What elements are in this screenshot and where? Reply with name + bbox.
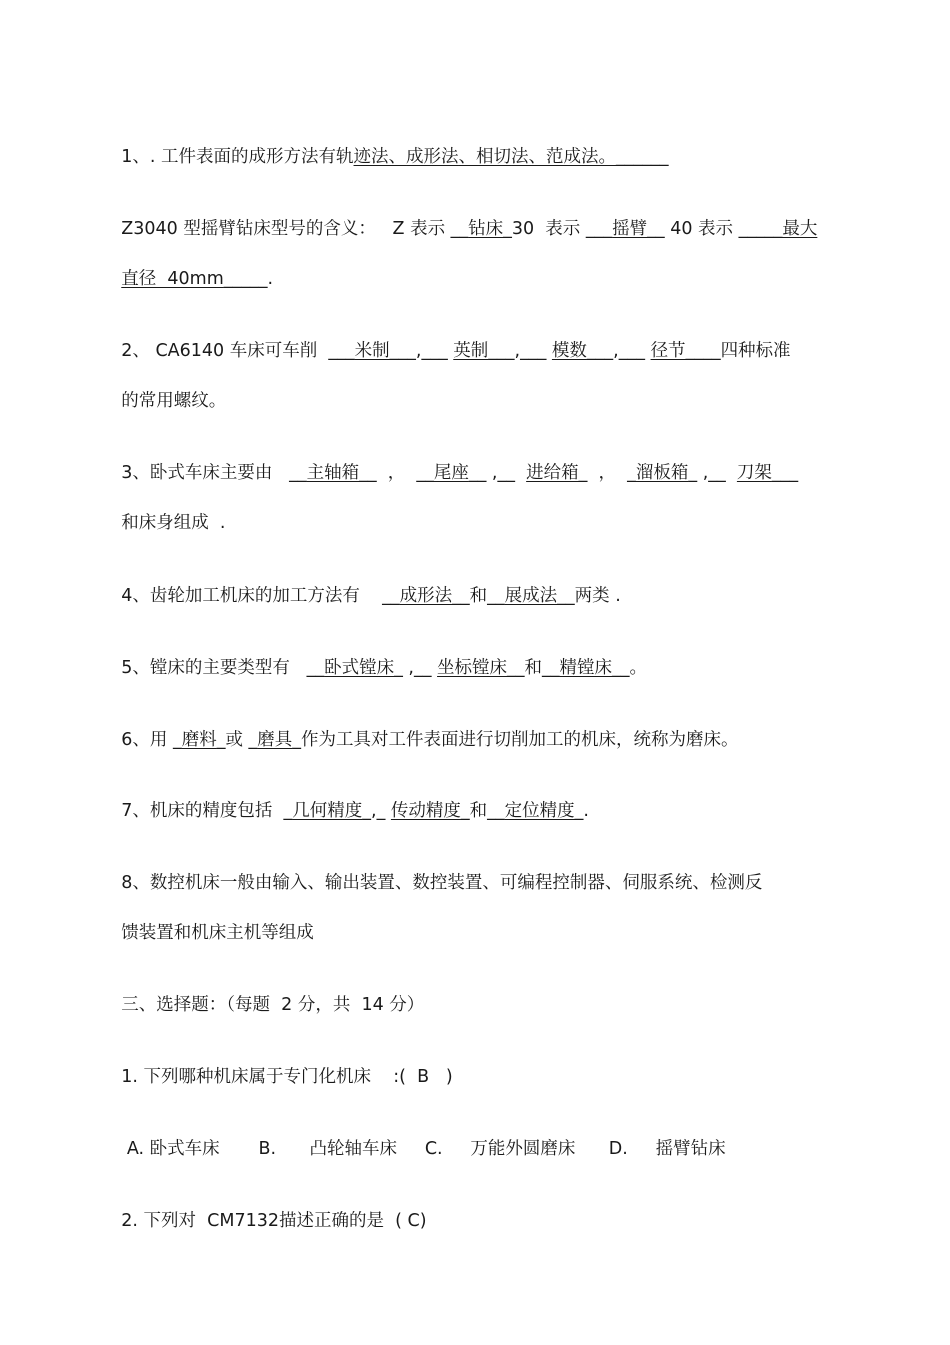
answer-blank: 摇臂 bbox=[612, 219, 648, 239]
text: 1、. 工件表面的成形方法有轨 bbox=[121, 147, 354, 167]
text: _作为工具对工件表面进行切削加工的机床，统称为磨床。 bbox=[292, 730, 739, 750]
answer-blank: 直径 40mm bbox=[121, 269, 224, 289]
answer-blank: 进给箱 bbox=[526, 463, 579, 483]
answer-blank: 几何精度 bbox=[292, 801, 363, 821]
answer-blank: 模数 bbox=[551, 341, 587, 361]
answer-blank: 、相切 bbox=[458, 147, 512, 167]
answer-blank: 磨具 bbox=[257, 730, 293, 750]
text: 5、镗床的主要类型有 __ bbox=[121, 658, 325, 678]
text: __ ， __ bbox=[359, 463, 434, 483]
text: ___,___ bbox=[586, 341, 651, 361]
answer-blank: 成形法 bbox=[399, 586, 453, 606]
z3040-meaning-cont bbox=[99, 243, 273, 315]
answer-blank: 法。______ bbox=[581, 147, 669, 167]
answer-blank: 法、范成 bbox=[511, 147, 582, 167]
text: _,_ bbox=[362, 801, 391, 821]
answer-blank: 尾座 bbox=[433, 463, 469, 483]
text: 8、数控机床一般由输入、输出装置、数控装置、可编程控制器、伺服系统、检测反 bbox=[121, 873, 763, 893]
text: _30 表示 ___ bbox=[503, 219, 613, 239]
answer-blank: 径节 bbox=[650, 341, 686, 361]
answer-blank: 卧式镗床 bbox=[324, 658, 395, 678]
text: 6、用 _ bbox=[121, 730, 182, 750]
q6-grinding bbox=[99, 704, 739, 776]
answer-blank: 展成法 bbox=[504, 586, 558, 606]
q5-boring-types bbox=[99, 632, 647, 704]
section-heading-multiple-choice bbox=[99, 969, 424, 1041]
answer-blank: 定位精度 bbox=[504, 801, 575, 821]
text: _____. bbox=[223, 269, 274, 289]
text: _或 _ bbox=[216, 730, 258, 750]
text: _ ,__ bbox=[688, 463, 737, 483]
text: 三、选择题：（每题 2 分，共 14 分） bbox=[121, 995, 425, 1015]
text: 7、机床的精度包括 _ bbox=[121, 801, 293, 821]
text: _. bbox=[574, 801, 589, 821]
answer-blank: 迹法、 bbox=[353, 147, 407, 167]
answer-blank: 精镗床 bbox=[559, 658, 613, 678]
text: 和床身组成 . bbox=[121, 513, 226, 533]
text: ____四种标准 bbox=[685, 341, 791, 361]
text: _ ， _ bbox=[578, 463, 636, 483]
text: __。 bbox=[612, 658, 648, 678]
text: 2、 CA6140 车床可车削 ___ bbox=[121, 341, 355, 361]
answer-blank: 溜板箱 bbox=[635, 463, 689, 483]
answer-blank: 坐标镗床 bbox=[437, 658, 508, 678]
q4-gear-machining bbox=[99, 560, 621, 632]
text: 馈装置和机床主机等组成 bbox=[121, 923, 314, 943]
mc-question-2 bbox=[99, 1185, 427, 1257]
answer-blank: 传动精度 bbox=[390, 801, 461, 821]
answer-blank: 钻床 bbox=[468, 219, 504, 239]
text: 2. 下列对 CM7132描述正确的是 ( C) bbox=[121, 1211, 427, 1231]
text: Z3040 型摇臂钻床型号的含义： Z 表示 __ bbox=[121, 219, 469, 239]
text: A. 卧式车床 B. 凸轮轴车床 C. 万能外圆磨床 D. 摇臂钻床 bbox=[121, 1139, 726, 1159]
q2-ca6140-cont bbox=[99, 365, 226, 437]
answer-blank: 刀架 bbox=[736, 463, 772, 483]
q1-forming-methods bbox=[99, 121, 669, 193]
text: __ ,__ bbox=[468, 463, 527, 483]
answer-blank: 最大 bbox=[782, 219, 818, 239]
text: ___ bbox=[771, 463, 799, 483]
text: 4、齿轮加工机床的加工方法有 __ bbox=[121, 586, 400, 606]
text: __ 40 表示 _____ bbox=[647, 219, 783, 239]
text: __两类 . bbox=[557, 586, 621, 606]
text: 的常用螺纹。 bbox=[121, 391, 227, 411]
text: __和__ bbox=[452, 586, 505, 606]
mc-question-1-options bbox=[99, 1113, 726, 1185]
answer-blank: 成形法 bbox=[406, 147, 459, 167]
answer-blank: 主轴箱 bbox=[306, 463, 360, 483]
text: 3、卧式车床主要由 __ bbox=[121, 463, 307, 483]
text: 1. 下列哪种机床属于专门化机床 :( B ) bbox=[121, 1067, 453, 1087]
answer-blank: 英制 bbox=[453, 341, 489, 361]
text: ___,___ bbox=[389, 341, 454, 361]
text: _ ,__ bbox=[394, 658, 438, 678]
text: ___,___ bbox=[488, 341, 552, 361]
answer-blank: 米制 bbox=[354, 341, 390, 361]
text: __和__ bbox=[507, 658, 560, 678]
q7-precision bbox=[99, 775, 589, 847]
mc-question-1 bbox=[99, 1041, 453, 1113]
q3-lathe-parts-cont bbox=[99, 487, 225, 559]
q8-cnc-cont bbox=[99, 897, 314, 969]
answer-blank: 磨料 bbox=[181, 730, 217, 750]
text: _和__ bbox=[460, 801, 505, 821]
